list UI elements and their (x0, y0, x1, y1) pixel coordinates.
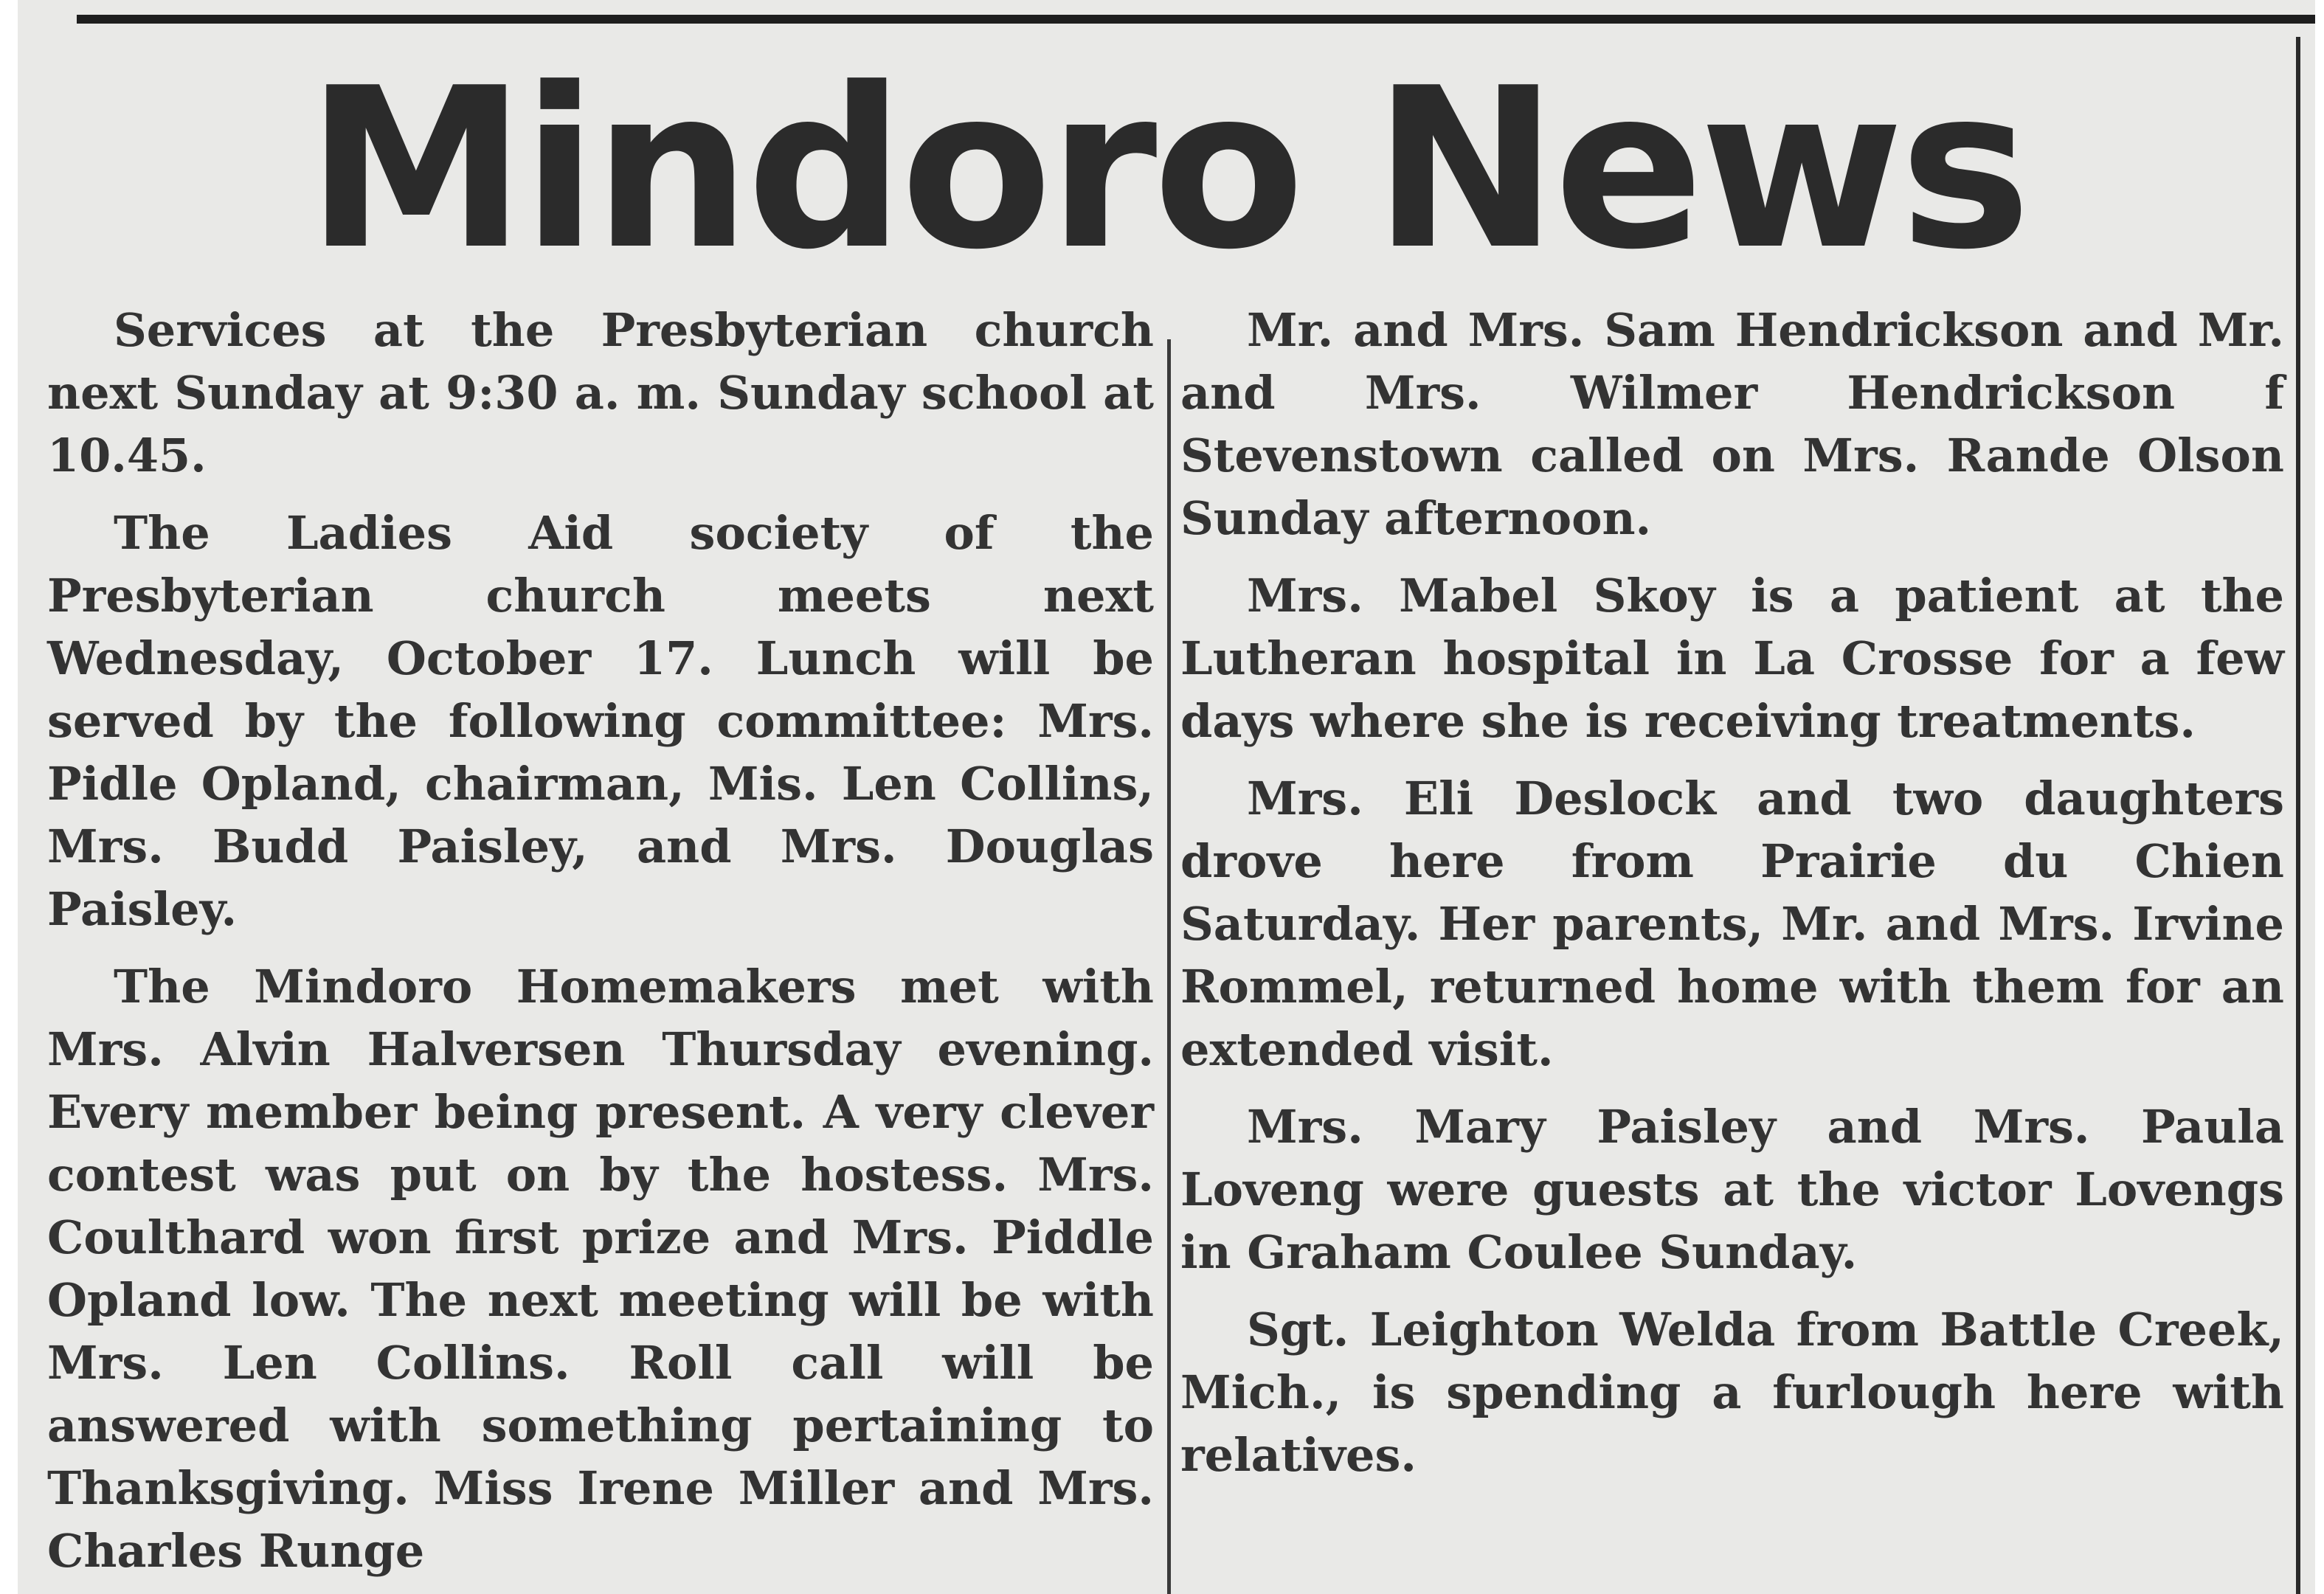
article-hendrickson: Mr. and Mrs. Sam Hendrickson and Mr. and Mrs. Wilmer Hendrickson f Stevenstown called on Mrs. Rande Olson Sunday afternoon. (1180, 303, 2284, 545)
article-deslock: Mrs. Eli Deslock and two daughters drove here from Prairie du Chien Saturday. Her parents, Mr. and Mrs. Irvine Rommel, returned home with them for an extended visit. (1180, 772, 2284, 1076)
article-paisley-loveng: Mrs. Mary Paisley and Mrs. Paula Loveng were guests at the victor Lovengs in Graham Coulee Sunday. (1180, 1100, 2284, 1279)
article-ladies-aid: The Ladies Aid society of the Presbyterian church meets next Wednesday, October 17. Lunch will be served by the following committee: Mrs. Pidle Opland, chairman, Mis. Len Collins, Mrs. Budd Paisley, and Mrs. Douglas Paisley. (47, 506, 1154, 936)
newspaper-clipping (18, 0, 2315, 1594)
right-column (1180, 299, 2284, 1501)
article-church-services: Services at the Presbyterian church next Sunday at 9:30 a. m. Sunday school at 10.45. (47, 303, 1154, 482)
article-welda: Sgt. Leighton Welda from Battle Creek, Mich., is spending a furlough here with relatives. (1180, 1303, 2284, 1482)
headline: Mindoro News (305, 41, 2027, 298)
article-skoy: Mrs. Mabel Skoy is a patient at the Lutheran hospital in La Crosse for a few days where she is receiving treatments. (1180, 569, 2284, 748)
left-column (47, 299, 1154, 1594)
column-divider (1167, 339, 1171, 1594)
article-homemakers: The Mindoro Homemakers met with Mrs. Alvin Halversen Thursday evening. Every member being present. A very clever contest was put on by the hostess. Mrs. Coulthard won first prize and Mrs. Piddle Opland low. The next meeting will be with Mrs. Len Collins. Roll call will be answered with something pertaining to Thanksgiving. Miss Irene Miller and Mrs. Charles Runge (47, 960, 1154, 1578)
top-rule (77, 15, 2315, 24)
